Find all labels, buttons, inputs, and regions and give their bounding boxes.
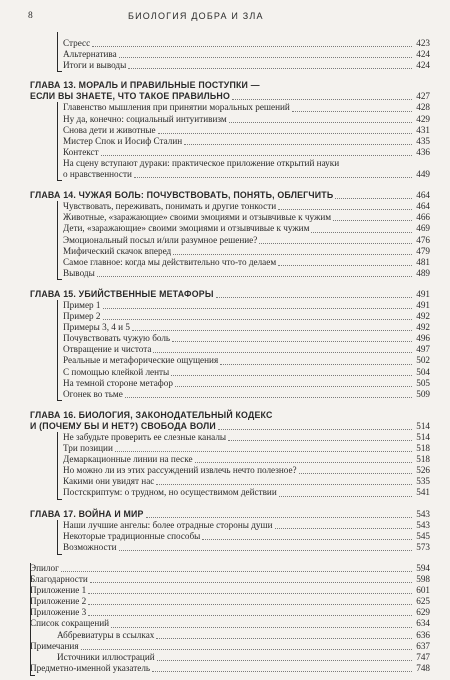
toc-entry[interactable]: Пример 1 491	[63, 299, 430, 310]
toc-entry[interactable]: Дети, «заражающие» своими эмоциями и отзывчивые к чужим 469	[63, 223, 430, 234]
toc-entry[interactable]: Контекст 436	[63, 146, 430, 157]
toc-entry-index[interactable]: Предметно-именной указатель 748	[30, 662, 430, 673]
chapter-17-title[interactable]: ГЛАВА 17. ВОЙНА И МИР 543	[30, 508, 430, 519]
toc-entry[interactable]: Мифический скачок вперед 479	[63, 245, 430, 256]
toc-entry[interactable]: Выводы 489	[63, 267, 430, 278]
toc-entry-appendix-1[interactable]: Приложение 1 601	[30, 585, 430, 596]
chapter-16-title-line1[interactable]: ГЛАВА 16. БИОЛОГИЯ, ЗАКОНОДАТЕЛЬНЫЙ КОДЕКС	[30, 409, 273, 420]
toc-entry[interactable]: Примеры 3, 4 и 5 492	[63, 322, 430, 333]
chapter-14-title[interactable]: ГЛАВА 14. ЧУЖАЯ БОЛЬ: ПОЧУВСТВОВАТЬ, ПОНЯТЬ, ОБЛЕГЧИТЬ 464	[30, 190, 430, 201]
toc-entry[interactable]: Наши лучшие ангелы: более отрадные стороны души 543	[63, 519, 430, 530]
running-header	[28, 11, 422, 25]
toc-entry[interactable]: Три позиции 518	[63, 443, 430, 454]
toc-entry[interactable]: На темной стороне метафор 505	[63, 377, 430, 388]
toc-entry-acknowledgements[interactable]: Благодарности 598	[30, 574, 430, 585]
top-items	[30, 38, 430, 71]
toc-entry[interactable]: Эмоциональный посыл и/или разумное решение? 476	[63, 234, 430, 245]
toc-entry[interactable]: Огонек во тьме 509	[63, 388, 430, 399]
toc-entry[interactable]: Не забудьте проверить ее слезные каналы 514	[63, 432, 430, 442]
toc-entry[interactable]: Ну да, конечно: социальный интуитивизм 429	[63, 113, 430, 124]
toc-entry-epilogue[interactable]: Эпилог 594	[30, 562, 430, 573]
toc-entry[interactable]: Постскриптум: о трудном, но осуществимом действии 541	[63, 487, 430, 498]
toc-entry[interactable]: Какими они увидят нас 535	[63, 476, 430, 487]
chapter-15	[30, 289, 430, 400]
toc-entry[interactable]: Снова дети и животные 431	[63, 124, 430, 135]
chapter-16-title[interactable]: И (ПОЧЕМУ БЫ И НЕТ?) СВОБОДА ВОЛИ 514	[30, 420, 430, 431]
toc-entry[interactable]: Итоги и выводы 424	[63, 60, 430, 71]
chapter-16	[30, 410, 430, 499]
chapter-16-title-line2: И (ПОЧЕМУ БЫ И НЕТ?) СВОБОДА ВОЛИ	[30, 420, 216, 431]
toc-entry[interactable]: С помощью клейкой ленты 504	[63, 366, 430, 377]
back-matter	[30, 563, 430, 674]
toc-entry[interactable]: Самое главное: когда мы действительно что-то делаем 481	[63, 256, 430, 267]
running-title: БИОЛОГИЯ ДОБРА И ЗЛА	[128, 11, 264, 21]
chapter-13-title-line1[interactable]: ГЛАВА 13. МОРАЛЬ И ПРАВИЛЬНЫЕ ПОСТУПКИ —	[30, 80, 260, 91]
toc-entry[interactable]: Пример 2 492	[63, 311, 430, 322]
toc-entry[interactable]: Мистер Спок и Иосиф Сталин 435	[63, 135, 430, 146]
chapter-15-title[interactable]: ГЛАВА 15. УБИЙСТВЕННЫЕ МЕТАФОРЫ 491	[30, 288, 430, 299]
toc-entry-appendix-2[interactable]: Приложение 2 625	[30, 596, 430, 607]
toc-entry[interactable]: Почувствовать чужую боль 496	[63, 333, 430, 344]
chapter-13-title[interactable]: ЕСЛИ ВЫ ЗНАЕТЕ, ЧТО ТАКОЕ ПРАВИЛЬНО 427	[30, 91, 430, 102]
chapter-14	[30, 190, 430, 279]
toc-entry-abbreviations[interactable]: Список сокращений 634	[30, 618, 430, 629]
page-number: 8	[28, 11, 34, 21]
toc-entry[interactable]: Альтернатива 424	[63, 49, 430, 60]
toc-entry-reference-abbreviations[interactable]: Аббревиатуры в ссылках 636	[57, 629, 430, 640]
toc-entry[interactable]: Но можно ли из этих рассуждений извлечь нечто полезное? 526	[63, 465, 430, 476]
toc-entry[interactable]: Отвращение и чистота 497	[63, 344, 430, 355]
chapter-13	[30, 80, 430, 180]
toc-entry-illustration-sources[interactable]: Источники иллюстраций 747	[57, 651, 430, 662]
chapter-17	[30, 509, 430, 553]
toc-entry-notes[interactable]: Примечания 637	[30, 640, 430, 651]
toc-entry[interactable]: Возможности 573	[63, 541, 430, 552]
toc-entry-wrapped-line1[interactable]: На сцену вступают дураки: практическое приложение открытий науки	[63, 157, 340, 168]
toc-entry[interactable]: о нравственности 449	[63, 169, 430, 180]
chapter-13-title-line2: ЕСЛИ ВЫ ЗНАЕТЕ, ЧТО ТАКОЕ ПРАВИЛЬНО	[30, 91, 231, 102]
toc-entry[interactable]: Некоторые традиционные способы 545	[63, 530, 430, 541]
toc-entry[interactable]: Демаркационные линии на песке 518	[63, 454, 430, 465]
toc-entry[interactable]: Животные, «заражающие» своими эмоциями и отзывчивые к чужим 466	[63, 212, 430, 223]
toc-entry[interactable]: Реальные и метафорические ощущения 502	[63, 355, 430, 366]
toc-entry[interactable]: Чувствовать, переживать, понимать и другие тонкости 464	[63, 201, 430, 212]
toc-entry[interactable]: Стресс 423	[63, 38, 430, 48]
toc-entry-appendix-3[interactable]: Приложение 3 629	[30, 607, 430, 618]
toc-entry[interactable]: Главенство мышления при принятии моральных решений 428	[63, 102, 430, 113]
table-of-contents	[30, 38, 430, 674]
